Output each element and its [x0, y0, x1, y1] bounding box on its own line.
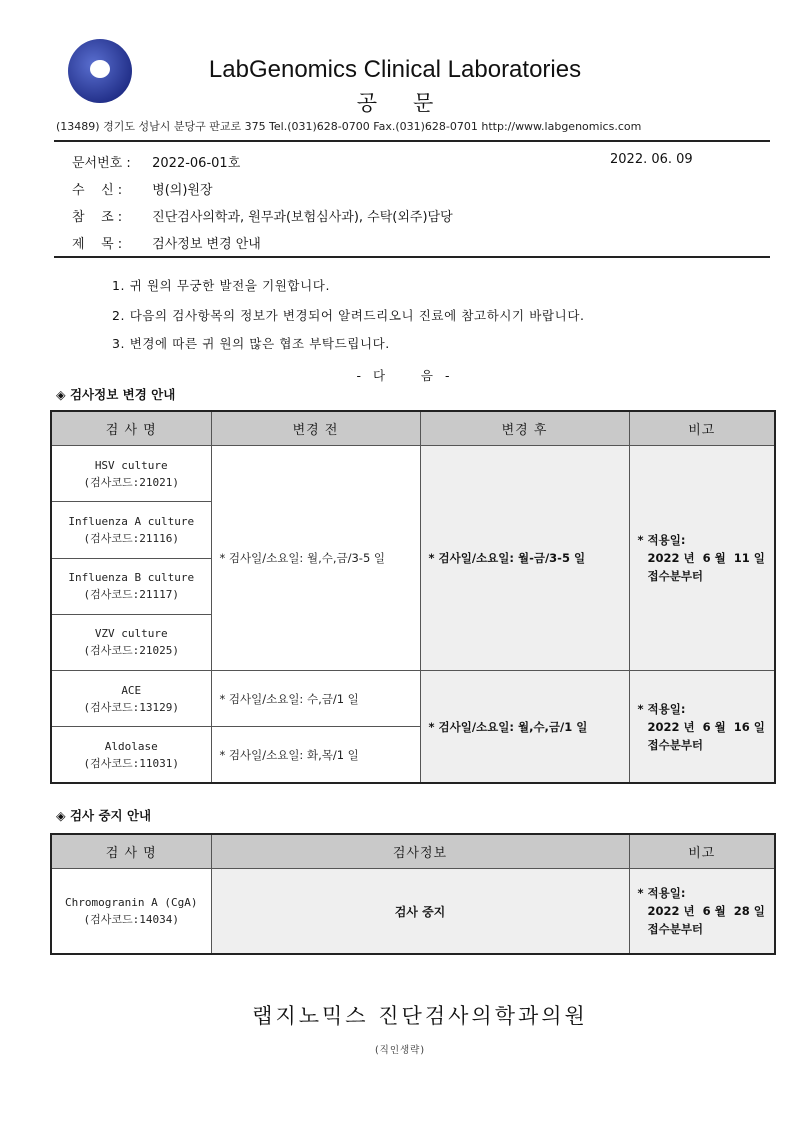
test-name-cell: [51, 869, 211, 955]
note-line: * 적용일:: [637, 886, 686, 900]
note-line: 접수분부터: [647, 569, 704, 584]
header-after: 변경 후: [420, 411, 629, 446]
divider: [54, 140, 770, 142]
header-note: 비고: [629, 411, 775, 446]
test-name: Chromogranin A (CgA): [65, 896, 198, 909]
test-code: (검사코드:21025): [83, 644, 179, 658]
note-cell: [629, 446, 775, 671]
table-row: [51, 869, 775, 955]
test-name-cell: [51, 502, 211, 558]
doc-number-row: [72, 152, 240, 171]
subject: 검사정보 변경 안내: [152, 237, 261, 252]
note-line: 접수분부터: [647, 737, 704, 752]
before-cell: * 검사일/소요일: 화,목/1 일: [211, 727, 420, 783]
test-name: VZV culture: [94, 627, 168, 641]
stop-table: [50, 833, 776, 955]
test-code: (검사코드:14034): [83, 913, 179, 926]
doc-number: 2022-06-01호: [152, 156, 241, 171]
body-line-2: 2. 다음의 검사항목의 정보가 변경되어 알려드리오니 진료에 참고하시기 바랍니다.: [112, 308, 585, 323]
note-line: 2022 년 6 월 11 일: [647, 551, 765, 566]
note-line: 접수분부터: [647, 922, 704, 936]
test-name-cell: [51, 614, 211, 670]
test-name: Influenza B culture: [68, 571, 195, 585]
info-cell: 검사 중지: [211, 869, 629, 955]
test-name: Influenza A culture: [68, 514, 195, 528]
section-title-stop: ◈ 검사 중지 안내: [56, 808, 152, 823]
recipient-row: [72, 179, 213, 198]
center-note: - 다 음 -: [356, 368, 454, 383]
note-line: * 적용일:: [637, 701, 686, 716]
table-row: [51, 446, 775, 502]
test-code: (검사코드:21116): [83, 531, 179, 545]
note-cell: [629, 869, 775, 955]
subject-label: 제 목 :: [72, 237, 123, 252]
recipient-label: 수 신 :: [72, 183, 123, 198]
document-type: 공문: [356, 91, 470, 115]
test-name-cell: [51, 446, 211, 502]
table-header-row: [51, 411, 775, 446]
doc-number-label: 문서번호 :: [72, 156, 131, 171]
subject-row: [72, 233, 261, 252]
header-note: 비고: [629, 834, 775, 869]
header-test-name: 검 사 명: [51, 411, 211, 446]
after-cell: * 검사일/소요일: 월-금/3-5 일: [420, 446, 629, 671]
reference-row: [72, 206, 453, 225]
table-header-row: [51, 834, 775, 869]
after-cell: * 검사일/소요일: 월,수,금/1 일: [420, 671, 629, 784]
reference-label: 참 조 :: [72, 210, 123, 225]
body-line-3: 3. 변경에 따른 귀 원의 많은 협조 부탁드립니다.: [112, 336, 390, 351]
company-logo: [67, 38, 133, 104]
divider: [54, 256, 770, 258]
test-name: Aldolase: [104, 739, 158, 753]
test-code: (검사코드:21021): [83, 475, 179, 489]
change-table: [50, 410, 776, 784]
before-cell: * 검사일/소요일: 월,수,금/3-5 일: [211, 446, 420, 671]
document-date: 2022. 06. 09: [610, 152, 693, 167]
note-line: 2022 년 6 월 28 일: [647, 904, 765, 918]
test-name: ACE: [121, 683, 142, 697]
table-row: [51, 671, 775, 727]
body-line-1: 1. 귀 원의 무궁한 발전을 기원합니다.: [112, 278, 331, 293]
section-title-change: ◈ 검사정보 변경 안내: [56, 387, 176, 402]
signature: 랩지노믹스 진단검사의학과의원: [252, 1004, 588, 1028]
note-line: * 적용일:: [637, 533, 686, 548]
header-test-name: 검 사 명: [51, 834, 211, 869]
test-name: HSV culture: [94, 458, 168, 472]
address-line: (13489) 경기도 성남시 분당구 판교로 375 Tel.(031)628-0700 Fax.(031)628-0701 http://www.labgenomics.com: [56, 120, 642, 133]
seal-note: (직인생략): [374, 1045, 426, 1056]
test-code: (검사코드:21117): [83, 588, 179, 602]
test-code: (검사코드:11031): [83, 756, 179, 770]
test-name-cell: [51, 671, 211, 727]
reference: 진단검사의학과, 원무과(보험심사과), 수탁(외주)담당: [152, 210, 453, 225]
before-cell: * 검사일/소요일: 수,금/1 일: [211, 671, 420, 727]
header-before: 변경 전: [211, 411, 420, 446]
header-info: 검사정보: [211, 834, 629, 869]
recipient: 병(의)원장: [152, 183, 213, 198]
note-cell: [629, 671, 775, 784]
test-name-cell: [51, 727, 211, 783]
note-line: 2022 년 6 월 16 일: [647, 719, 765, 734]
test-code: (검사코드:13129): [83, 700, 179, 714]
organization-name: LabGenomics Clinical Laboratories: [208, 56, 582, 83]
test-name-cell: [51, 558, 211, 614]
